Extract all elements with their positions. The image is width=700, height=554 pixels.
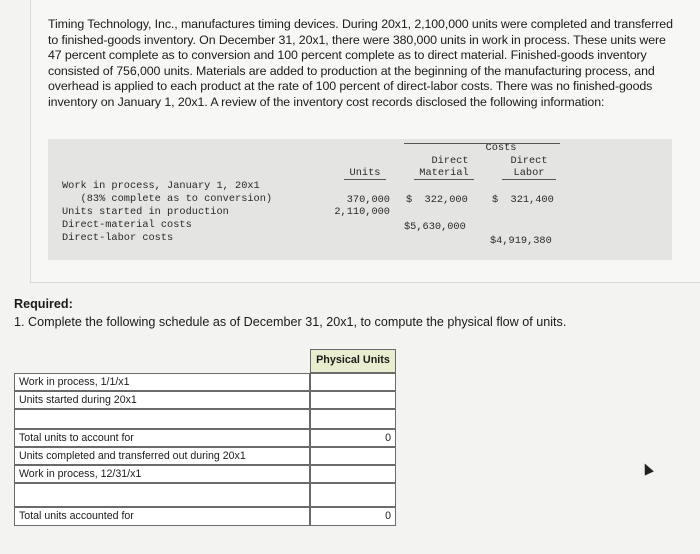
question-text: 1. Complete the following schedule as of December 31, 20x1, to compute the physical flow of units.	[14, 315, 567, 329]
label-wip-beginning: Work in process, 1/1/x1	[14, 373, 310, 391]
label-wip-ending: Work in process, 12/31/x1	[14, 465, 310, 483]
row-label: Units started in production	[62, 206, 229, 218]
cost-records-table	[48, 139, 672, 260]
costs-divider	[404, 143, 560, 145]
total-to-account-value: 0	[310, 429, 396, 447]
row-dl: $4,919,380	[490, 235, 552, 247]
input-units-completed[interactable]	[310, 447, 396, 465]
dl-header-1: Direct	[510, 155, 548, 167]
row-label: Direct-material costs	[62, 219, 192, 231]
row-units: 2,110,000	[334, 206, 390, 218]
label-total-to-account: Total units to account for	[14, 429, 310, 447]
physical-flow-schedule	[14, 349, 396, 528]
dm-header-2: Material	[414, 167, 474, 180]
row-dm: $5,630,000	[404, 221, 466, 233]
units-header: Units	[344, 167, 386, 180]
mouse-cursor-icon	[640, 461, 654, 475]
label-units-started: Units started during 20x1	[14, 391, 310, 409]
required-heading: Required:	[14, 297, 73, 311]
label-units-completed: Units completed and transferred out during 20x1	[14, 447, 310, 465]
spacer-cell	[310, 409, 396, 429]
row-dl: $ 321,400	[492, 194, 554, 206]
row-label: (83% complete as to conversion)	[62, 193, 273, 205]
spacer-row	[14, 483, 310, 507]
input-units-started[interactable]	[310, 391, 396, 409]
row-units: 370,000	[346, 194, 390, 206]
row-label: Direct-labor costs	[62, 232, 174, 244]
costs-header: Costs	[485, 142, 517, 154]
input-wip-ending[interactable]	[310, 465, 396, 483]
label-total-accounted: Total units accounted for	[14, 507, 310, 526]
dl-header-2: Labor	[502, 167, 556, 180]
spacer-cell	[310, 483, 396, 507]
dm-header-1: Direct	[431, 155, 469, 167]
spacer-row	[14, 409, 310, 429]
problem-text: Timing Technology, Inc., manufactures timing devices. During 20x1, 2,100,000 units were completed and transferred to finished-goods inventory. On December 31, 20x1, there were 380,000 units in work in process. These units were 47 percent complete as to conversion and 100 percent complete as to direct material. Finished-goods inventory consisted of 756,000 units. Materials are added to production at the beginning of the manufacturing process, and overhead is applied to each product at the rate of 100 percent of direct-labor costs. There was no finished-goods inventory on January 1, 20x1. A review of the inventory cost records disclosed the following information:	[48, 17, 673, 109]
row-dm: $ 322,000	[406, 194, 468, 206]
row-label: Work in process, January 1, 20x1	[62, 180, 260, 192]
physical-units-header: Physical Units	[310, 349, 396, 373]
total-accounted-value: 0	[310, 507, 396, 526]
input-wip-beginning[interactable]	[310, 373, 396, 391]
